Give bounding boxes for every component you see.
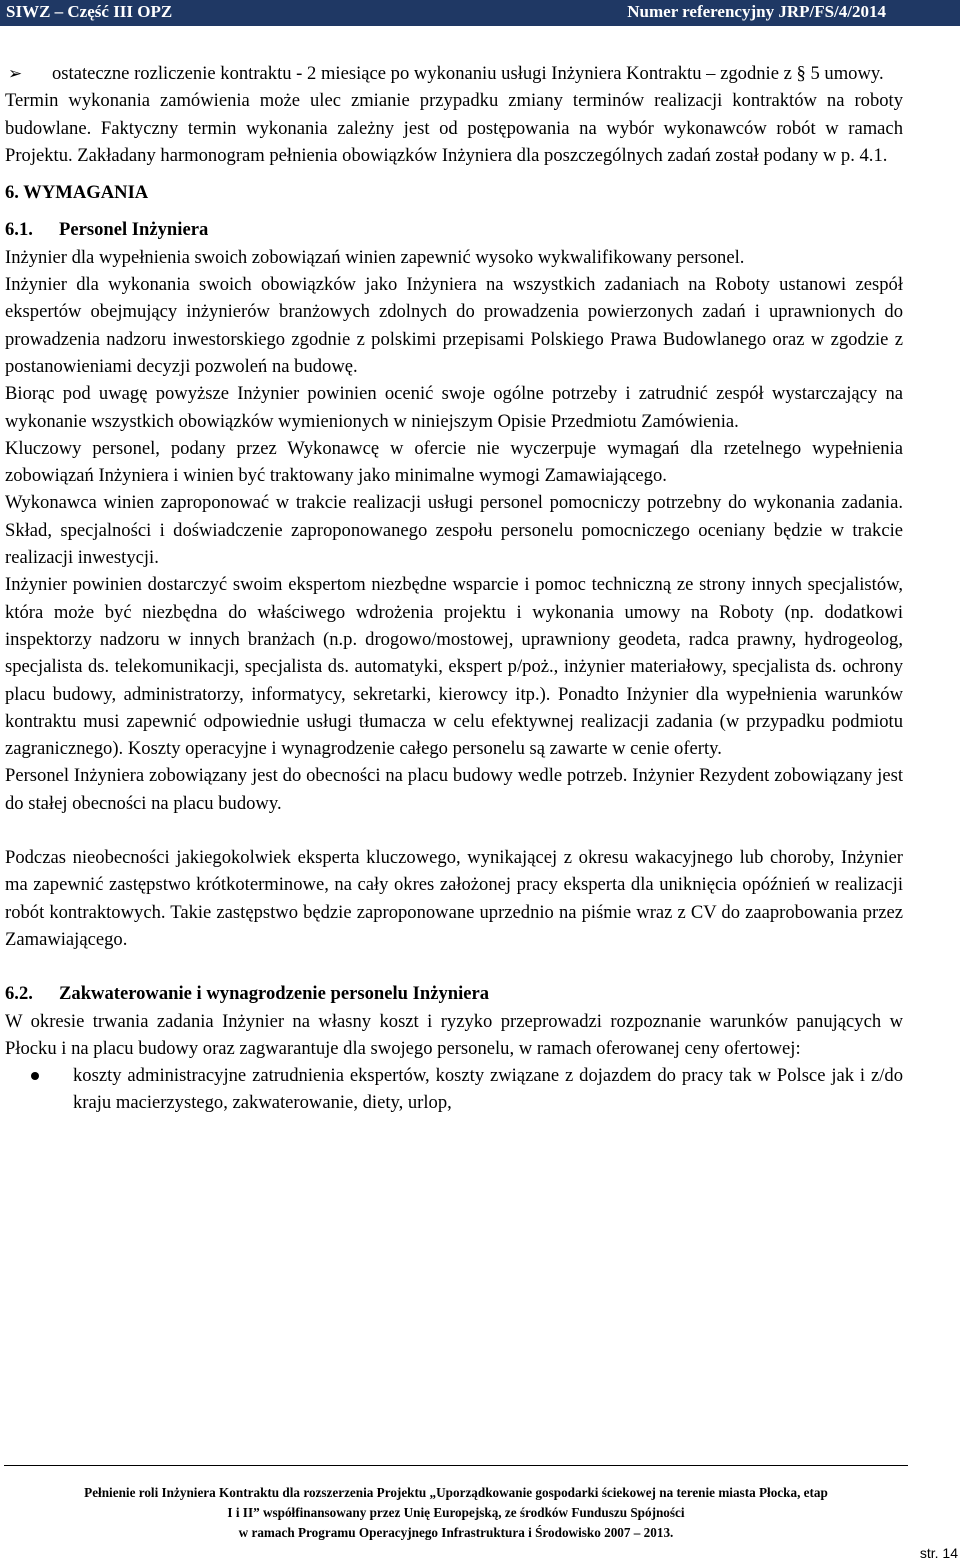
list-item-text: ostateczne rozliczenie kontraktu - 2 miesiące po wykonaniu usługi Inżyniera Kontraktu – zgodnie z § 5 umowy. [52,63,884,84]
section-title: Personel Inżyniera [59,219,209,241]
page-footer [4,1483,908,1543]
paragraph: Inżynier dla wykonania swoich obowiązków jako Inżyniera na wszystkich zadaniach na Roboty ustanowi zespół ekspertów obejmujący inżynierów branżowych zdolnych do prowadzenia powierzonych zadań i uprawnionych do prowadzenia nadzoru inwestorskiego zgodnie z polskimi przepisami Polskiego Prawa Budowlanego oraz w zgodzie z postanowieniami decyzji pozwoleń na budowę. [5,274,903,377]
section-number: 6.1. [5,219,33,241]
section-heading-6-1 [5,216,903,243]
footer-line: Pełnienie roli Inżyniera Kontraktu dla rozszerzenia Projektu „Uporządkowanie gospodarki ściekowej na terenie miasta Płocka, etap [84,1485,828,1500]
document-title: SIWZ – Część III OPZ [6,2,173,21]
paragraph: Personel Inżyniera zobowiązany jest do obecności na placu budowy wedle potrzeb. Inżynier Rezydent zobowiązany jest do stałej obecności na placu budowy. [5,765,903,814]
list-item [5,60,903,87]
paragraph: Biorąc pod uwagę powyższe Inżynier powinien ocenić swoje ogólne potrzeby i zatrudnić zespół wystarczający na wykonanie wszystkich obowiązków wymienionych w niniejszym Opisie Przedmiotu Zamówienia. [5,383,903,432]
section-number: 6.2. [5,983,33,1005]
section-title: Zakwaterowanie i wynagrodzenie personelu Inżyniera [59,983,490,1005]
paragraph: W okresie trwania zadania Inżynier na własny koszt i ryzyko przeprowadzi rozpoznanie warunków panujących w Płocku i na placu budowy oraz zagwarantuje dla swojego personelu, w ramach oferowanej ceny ofertowej: [5,1010,903,1059]
section-heading-6-2 [5,980,903,1007]
paragraph: Inżynier dla wypełnienia swoich zobowiązań winien zapewnić wysoko wykwalifikowany personel. [5,246,745,268]
paragraph: Inżynier powinien dostarczyć swoim ekspertom niezbędne wsparcie i pomoc techniczną ze strony innych specjalistów, która może być niezbędna do właściwego wdrożenia projektu i wykonania umowy na Roboty (np. dodatkowi inspektorzy nadzoru w innych branżach (n.p. drogowo/mostowej, uprawniony geodeta, radca prawny, hydrogeolog, specjalista ds. telekomunikacji, specjalista ds. automatyki, ekspert p/poż., inżynier materiałowy, specjalista ds. ochrony placu budowy, administratorzy, informatycy, sekretarki, kierowcy itp.). Ponadto Inżynier dla wypełnienia warunków kontraktu musi zapewnić odpowiednie usługi tłumacza w celu efektywnej realizacji zadania (w przypadku podmiotu zagranicznego). Koszty operacyjne i wynagrodzenie całego personelu są zawarte w cenie oferty. [5,574,903,760]
round-bullet-icon [31,1072,39,1080]
paragraph: Wykonawca winien zaproponować w trakcie realizacji usługi personel pomocniczy potrzebny do wykonania zadania. Skład, specjalności i doświadczenie zaproponowanego zespołu personelu pomocniczego oceniany będzie w trakcie realizacji inwestycji. [5,492,903,569]
paragraph: Podczas nieobecności jakiegokolwiek eksperta kluczowego, wynikającej z okresu wakacyjnego lub choroby, Inżynier ma zapewnić zastępstwo krótkoterminowe, na cały okres założonej pracy eksperta dla uniknięcia opóźnień w realizacji robót kontraktowych. Takie zastępstwo będzie zaproponowane uprzednio na piśmie wraz z CV do zaaprobowania przez Zamawiającego. [5,847,903,950]
document-body [5,60,903,1117]
footer-line: I i II” współfinansowany przez Unię Europejską, ze środków Funduszu Spójności [227,1505,685,1520]
paragraph: Kluczowy personel, podany przez Wykonawcę w ofercie nie wyczerpuje wymagań dla rzetelnego wypełnienia zobowiązań Inżyniera i winien być traktowany jako minimalne wymogi Zamawiającego. [5,437,903,487]
reference-number: Numer referencyjny JRP/FS/4/2014 [627,2,886,21]
footer-divider [4,1465,908,1466]
list-item-text: koszty administracyjne zatrudnienia ekspertów, koszty związane z dojazdem do pracy tak w Polsce jak i z/do kraju macierzystego, zakwaterowanie, diety, urlop, [73,1065,903,1114]
footer-line: w ramach Programu Operacyjnego Infrastruktura i Środowisko 2007 – 2013. [238,1525,674,1540]
arrowhead-bullet-icon: ➢ [8,64,23,83]
list-item [5,1062,903,1117]
page-number: str. 14 [919,1545,958,1561]
page-header [0,0,960,26]
paragraph-termin: Termin wykonania zamówienia może ulec zmianie przypadku zmiany terminów realizacji kontraktów na roboty budowlane. Faktyczny termin wykonania zależny jest od postępowania na wybór wykonawców robót w ramach Projektu. Zakładany harmonogram pełnienia obowiązków Inżyniera dla poszczególnych zadań został podany w p. 4.1. [5,90,903,166]
section-heading-6: 6. WYMAGANIA [5,182,149,204]
